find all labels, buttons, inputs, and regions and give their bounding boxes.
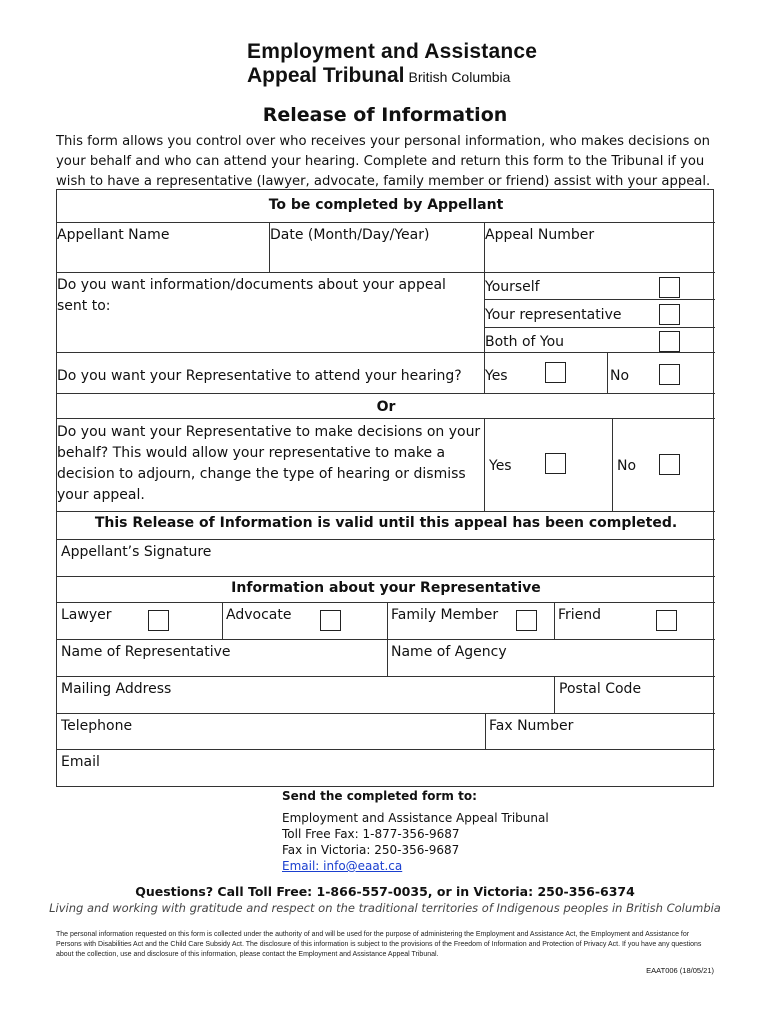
postal-code-label: Postal Code <box>559 681 642 697</box>
send-to-heading: Send the completed form to: <box>282 789 477 803</box>
signature-label: Appellant’s Signature <box>61 544 212 560</box>
friend-checkbox[interactable] <box>656 610 677 631</box>
attend-question: Do you want your Representative to attend your hearing? <box>57 368 462 384</box>
section-representative-heading: Information about your Representative <box>231 580 541 596</box>
option-representative-label: Your representative <box>485 307 622 323</box>
rep-name-label: Name of Representative <box>61 644 231 660</box>
attend-no-checkbox[interactable] <box>659 364 680 385</box>
section-appellant-heading: To be completed by Appellant <box>268 197 504 213</box>
send-to-org: Employment and Assistance Appeal Tribunal <box>282 811 549 825</box>
advocate-label: Advocate <box>226 607 292 623</box>
decisions-yes-label: Yes <box>489 458 512 474</box>
mailing-address-label: Mailing Address <box>61 681 172 697</box>
advocate-checkbox[interactable] <box>320 610 341 631</box>
send-to-tollfree-fax: Toll Free Fax: 1-877-356-9687 <box>282 827 460 841</box>
org-name-line1: Employment and Assistance <box>247 40 538 63</box>
intro-text: This form allows you control over who receives your personal information, who makes decisions on your behalf and who can attend your hearing. Complete and return this form to the Tribunal if you wish to have a representative (lawyer, advocate, family member or friend) assist with your appeal. <box>56 134 711 189</box>
family-member-checkbox[interactable] <box>516 610 537 631</box>
privacy-notice: The personal information requested on this form is collected under the authority of and will be used for the purpose of administering the Employment and Assistance Act, the Employment and Assistance for Persons with Disabilities Act and the Child Care Subsidy Act. The disclosure of this information is subject to the provisions of the Freedom of Information and Protection of Privacy Act. If you have any questions about the collection, use and disclosure of this information, please contact the Employment and Assistance Appeal Tribunal. <box>56 931 702 958</box>
lawyer-checkbox[interactable] <box>148 610 169 631</box>
decisions-no-label: No <box>617 458 637 474</box>
date-label: Date (Month/Day/Year) <box>270 227 430 243</box>
telephone-label: Telephone <box>61 718 133 734</box>
both-checkbox[interactable] <box>659 331 680 352</box>
lawyer-label: Lawyer <box>61 607 112 623</box>
email-label: Email <box>61 754 100 770</box>
org-name-bold: Appeal Tribunal <box>247 64 405 87</box>
send-to-victoria-fax: Fax in Victoria: 250-356-9687 <box>282 843 460 857</box>
attend-yes-label: Yes <box>485 368 508 384</box>
representative-checkbox[interactable] <box>659 304 680 325</box>
send-to-block <box>282 788 549 874</box>
option-yourself-label: Yourself <box>485 279 540 295</box>
fax-number-label: Fax Number <box>489 718 574 734</box>
land-acknowledgement: Living and working with gratitude and respect on the traditional territories of Indigenous peoples in British Columbia <box>49 901 721 915</box>
option-both-label: Both of You <box>485 334 565 350</box>
validity-statement: This Release of Information is valid until this appeal has been completed. <box>94 515 678 531</box>
attend-yes-checkbox[interactable] <box>545 362 566 383</box>
questions-phone: Questions? Call Toll Free: 1-866-557-0035, or in Victoria: 250-356-6374 <box>135 884 635 899</box>
attend-no-label: No <box>610 368 630 384</box>
docs-question: Do you want information/documents about your appeal sent to: <box>57 277 446 314</box>
decisions-question: Do you want your Representative to make decisions on your behalf? This would allow your representative to make a decision to adjourn, change the type of hearing or dismiss your appeal. <box>57 424 481 503</box>
family-member-label: Family Member <box>391 607 499 623</box>
appeal-number-label: Appeal Number <box>485 227 595 243</box>
agency-name-label: Name of Agency <box>391 644 507 660</box>
org-region: British Columbia <box>408 69 511 85</box>
yourself-checkbox[interactable] <box>659 277 680 298</box>
decisions-no-checkbox[interactable] <box>659 454 680 475</box>
send-to-email-link[interactable]: Email: info@eaat.ca <box>282 859 403 873</box>
or-divider: Or <box>376 399 396 415</box>
friend-label: Friend <box>558 607 602 623</box>
decisions-yes-checkbox[interactable] <box>545 453 566 474</box>
org-name-line2 <box>247 64 510 88</box>
form-code: EAAT006 (18/05/21) <box>646 966 714 975</box>
appellant-name-label: Appellant Name <box>57 227 170 243</box>
release-form <box>56 189 714 787</box>
page-title: Release of Information <box>262 104 508 126</box>
